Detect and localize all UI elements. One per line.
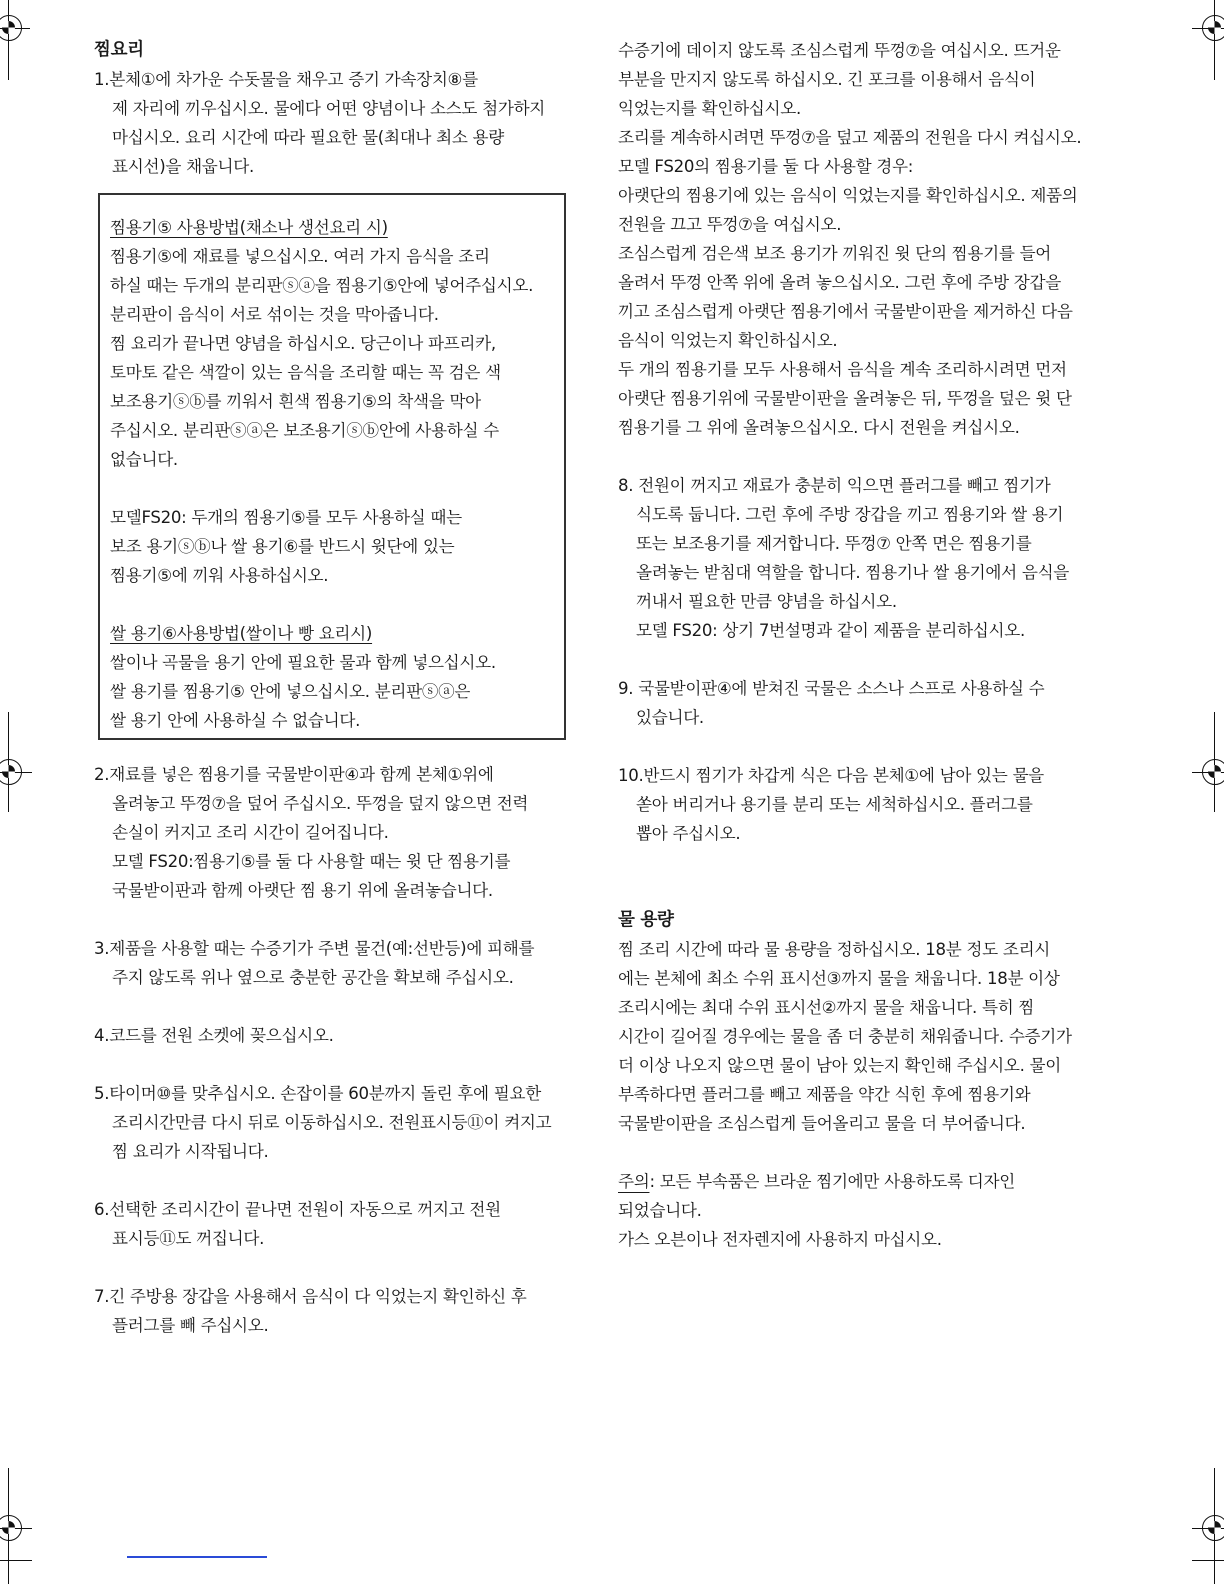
box-line: 토마토 같은 색깔이 있는 음식을 조리할 때는 꼭 검은 색 xyxy=(110,363,501,382)
step-line: 마십시오. 요리 시간에 따라 필요한 물(최대나 최소 용량 xyxy=(112,128,505,147)
step-line: 아랫단의 찜용기에 있는 음식이 익었는지를 확인하십시오. 제품의 xyxy=(618,186,1078,205)
step-line: 뽑아 주십시오. xyxy=(636,824,741,843)
step-line: 조심스럽게 검은색 보조 용기가 끼워진 윗 단의 찜용기를 들어 xyxy=(618,244,1052,263)
step-line: 플러그를 빼 주십시오. xyxy=(112,1316,269,1335)
caution-label: 주의 xyxy=(618,1172,650,1191)
step-line: 표시선)을 채웁니다. xyxy=(112,157,254,176)
step-line: 1.본체①에 차가운 수돗물을 채우고 증기 가속장치⑧를 xyxy=(94,70,478,89)
registration-mark-icon xyxy=(0,759,22,785)
step-line: 10.반드시 찜기가 차갑게 식은 다음 본체①에 남아 있는 물을 xyxy=(618,766,1044,785)
box-line: 분리판이 음식이 서로 섞이는 것을 막아줍니다. xyxy=(110,305,439,324)
step-2 xyxy=(94,760,594,905)
body-line: 조리시에는 최대 수위 표시선②까지 물을 채웁니다. 특히 찜 xyxy=(618,998,1035,1017)
step-line: 전원을 끄고 뚜껑⑦을 여십시오. xyxy=(618,215,842,234)
step-line: 음식이 익었는지 확인하십시오. xyxy=(618,331,838,350)
step-line: 모델 FS20:찜용기⑤를 둘 다 사용할 때는 윗 단 찜용기를 xyxy=(112,852,511,871)
step-line: 올려놓는 받침대 역할을 합니다. 찜용기나 쌀 용기에서 음식을 xyxy=(636,563,1070,582)
body-line: 더 이상 나오지 않으면 물이 남아 있는지 확인해 주십시오. 물이 xyxy=(618,1056,1061,1075)
step-3 xyxy=(94,934,594,992)
step-9 xyxy=(618,674,1138,732)
step-line: 쏟아 버리거나 용기를 분리 또는 세척하십시오. 플러그를 xyxy=(636,795,1033,814)
body-line: 시간이 길어질 경우에는 물을 좀 더 충분히 채워줍니다. 수증기가 xyxy=(618,1027,1072,1046)
section-title-steam-cooking: 찜요리 xyxy=(94,40,144,60)
caution-note xyxy=(618,1167,1138,1254)
step-4 xyxy=(94,1021,594,1050)
registration-mark-icon xyxy=(1202,1515,1224,1541)
step-line: 4.코드를 전원 소켓에 꽂으십시오. xyxy=(94,1026,334,1045)
step-line: 주지 않도록 위나 옆으로 충분한 공간을 확보해 주십시오. xyxy=(112,968,514,987)
step-line: 6.선택한 조리시간이 끝나면 전원이 자동으로 꺼지고 전원 xyxy=(94,1200,501,1219)
left-column xyxy=(94,36,594,1340)
step-line: 국물받이판과 함께 아랫단 찜 용기 위에 올려놓습니다. xyxy=(112,881,493,900)
step-line: 표시등⑪도 꺼집니다. xyxy=(112,1229,265,1248)
step-7-continued xyxy=(618,36,1138,442)
box-line: 쌀이나 곡물을 용기 안에 필요한 물과 함께 넣으십시오. xyxy=(110,653,496,672)
step-line: 조리시간만큼 다시 뒤로 이동하십시오. 전원표시등⑪이 켜지고 xyxy=(112,1113,552,1132)
box-line: 하실 때는 두개의 분리판ⓢⓐ을 찜용기⑤안에 넣어주십시오. xyxy=(110,276,534,295)
step-line: 아랫단 찜용기위에 국물받이판을 올려놓은 뒤, 뚜껑을 덮은 윗 단 xyxy=(618,389,1072,408)
step-line: 익었는지를 확인하십시오. xyxy=(618,99,801,118)
footer-rule xyxy=(127,1556,267,1558)
box-line: 보조용기ⓢⓑ를 끼워서 흰색 찜용기⑤의 착색을 막아 xyxy=(110,392,481,411)
box-line: 찜 요리가 끝나면 양념을 하십시오. 당근이나 파프리카, xyxy=(110,334,496,353)
box-line: 모델FS20: 두개의 찜용기⑤를 모두 사용하실 때는 xyxy=(110,508,462,527)
registration-mark-icon xyxy=(1202,15,1224,41)
box-line: 보조 용기ⓢⓑ나 쌀 용기⑥를 반드시 윗단에 있는 xyxy=(110,537,455,556)
body-line: 가스 오븐이나 전자렌지에 사용하지 마십시오. xyxy=(618,1230,942,1249)
crop-mark xyxy=(1192,1560,1224,1561)
box-line: 쌀 용기 안에 사용하실 수 없습니다. xyxy=(110,711,361,730)
box-line: 주십시오. 분리판ⓢⓐ은 보조용기ⓢⓑ안에 사용하실 수 xyxy=(110,421,499,440)
box-heading-rice-bowl: 쌀 용기⑥사용방법(쌀이나 빵 요리시) xyxy=(110,624,373,643)
step-line: 두 개의 찜용기를 모두 사용해서 음식을 계속 조리하시려면 먼저 xyxy=(618,360,1067,379)
step-line: 올려놓고 뚜껑⑦을 덮어 주십시오. 뚜껑을 덮지 않으면 전력 xyxy=(112,794,529,813)
crop-mark xyxy=(0,1560,32,1561)
step-line: 8. 전원이 꺼지고 재료가 충분히 익으면 플러그를 빼고 찜기가 xyxy=(618,476,1051,495)
right-column xyxy=(618,36,1138,1254)
step-line: 또는 보조용기를 제거합니다. 뚜껑⑦ 안쪽 면은 찜용기를 xyxy=(636,534,1032,553)
step-5 xyxy=(94,1079,594,1166)
step-line: 있습니다. xyxy=(636,708,704,727)
box-line: 쌀 용기를 찜용기⑤ 안에 넣으십시오. 분리판ⓢⓐ은 xyxy=(110,682,471,701)
body-line: 부족하다면 플러그를 빼고 제품을 약간 식힌 후에 찜용기와 xyxy=(618,1085,1031,1104)
body-line: 되었습니다. xyxy=(618,1201,702,1220)
step-line: 찜 요리가 시작됩니다. xyxy=(112,1142,269,1161)
step-line: 모델 FS20의 찜용기를 둘 다 사용할 경우: xyxy=(618,157,914,176)
step-line: 손실이 커지고 조리 시간이 길어집니다. xyxy=(112,823,389,842)
step-line: 찜용기를 그 위에 올려놓으십시오. 다시 전원을 켜십시오. xyxy=(618,418,1020,437)
body-line: 찜 조리 시간에 따라 물 용량을 정하십시오. 18분 정도 조리시 xyxy=(618,940,1051,959)
section-title-water-amount: 물 용량 xyxy=(618,910,674,930)
registration-mark-icon xyxy=(0,1515,22,1541)
body-line: 에는 본체에 최소 수위 표시선③까지 물을 채웁니다. 18분 이상 xyxy=(618,969,1060,988)
step-line: 모델 FS20: 상기 7번설명과 같이 제품을 분리하십시오. xyxy=(636,621,1025,640)
box-line: 없습니다. xyxy=(110,450,178,469)
box-heading-steam-bowl: 찜용기⑤ 사용방법(채소나 생선요리 시) xyxy=(110,218,388,237)
step-7 xyxy=(94,1282,594,1340)
step-line: 3.제품을 사용할 때는 수증기가 주변 물건(예:선반등)에 피해를 xyxy=(94,939,535,958)
step-line: 식도록 둡니다. 그런 후에 주방 장갑을 끼고 찜용기와 쌀 용기 xyxy=(636,505,1064,524)
step-line: 부분을 만지지 않도록 하십시오. 긴 포크를 이용해서 음식이 xyxy=(618,70,1036,89)
step-6 xyxy=(94,1195,594,1253)
step-line: 올려서 뚜껑 안쪽 위에 올려 놓으십시오. 그런 후에 주방 장갑을 xyxy=(618,273,1061,292)
box-line: 찜용기⑤에 재료를 넣으십시오. 여러 가지 음식을 조리 xyxy=(110,247,490,266)
step-line: 꺼내서 필요한 만큼 양념을 하십시오. xyxy=(636,592,897,611)
step-line: 7.긴 주방용 장갑을 사용해서 음식이 다 익었는지 확인하신 후 xyxy=(94,1287,527,1306)
info-box xyxy=(98,193,566,740)
step-line: 5.타이머⑩를 맞추십시오. 손잡이를 60분까지 돌린 후에 필요한 xyxy=(94,1084,541,1103)
water-amount-text xyxy=(618,935,1138,1138)
step-10 xyxy=(618,761,1138,848)
step-line: 9. 국물받이판④에 받쳐진 국물은 소스나 스프로 사용하실 수 xyxy=(618,679,1045,698)
registration-mark-icon xyxy=(0,15,22,41)
step-line: 2.재료를 넣은 찜용기를 국물받이판④과 함께 본체①위에 xyxy=(94,765,494,784)
step-line: 수증기에 데이지 않도록 조심스럽게 뚜껑⑦을 여십시오. 뜨거운 xyxy=(618,41,1061,60)
registration-mark-icon xyxy=(1202,759,1224,785)
step-line: 조리를 계속하시려면 뚜껑⑦을 덮고 제품의 전원을 다시 켜십시오. xyxy=(618,128,1082,147)
step-line: 끼고 조심스럽게 아랫단 찜용기에서 국물받이판을 제거하신 다음 xyxy=(618,302,1073,321)
body-line: 국물받이판을 조심스럽게 들어올리고 물을 더 부어줍니다. xyxy=(618,1114,1026,1133)
step-line: 제 자리에 끼우십시오. 물에다 어떤 양념이나 소스도 첨가하지 xyxy=(112,99,546,118)
caution-text: : 모든 부속품은 브라운 찜기에만 사용하도록 디자인 xyxy=(649,1172,1015,1191)
box-line: 찜용기⑤에 끼워 사용하십시오. xyxy=(110,566,329,585)
step-8 xyxy=(618,471,1138,645)
step-1 xyxy=(94,65,594,181)
